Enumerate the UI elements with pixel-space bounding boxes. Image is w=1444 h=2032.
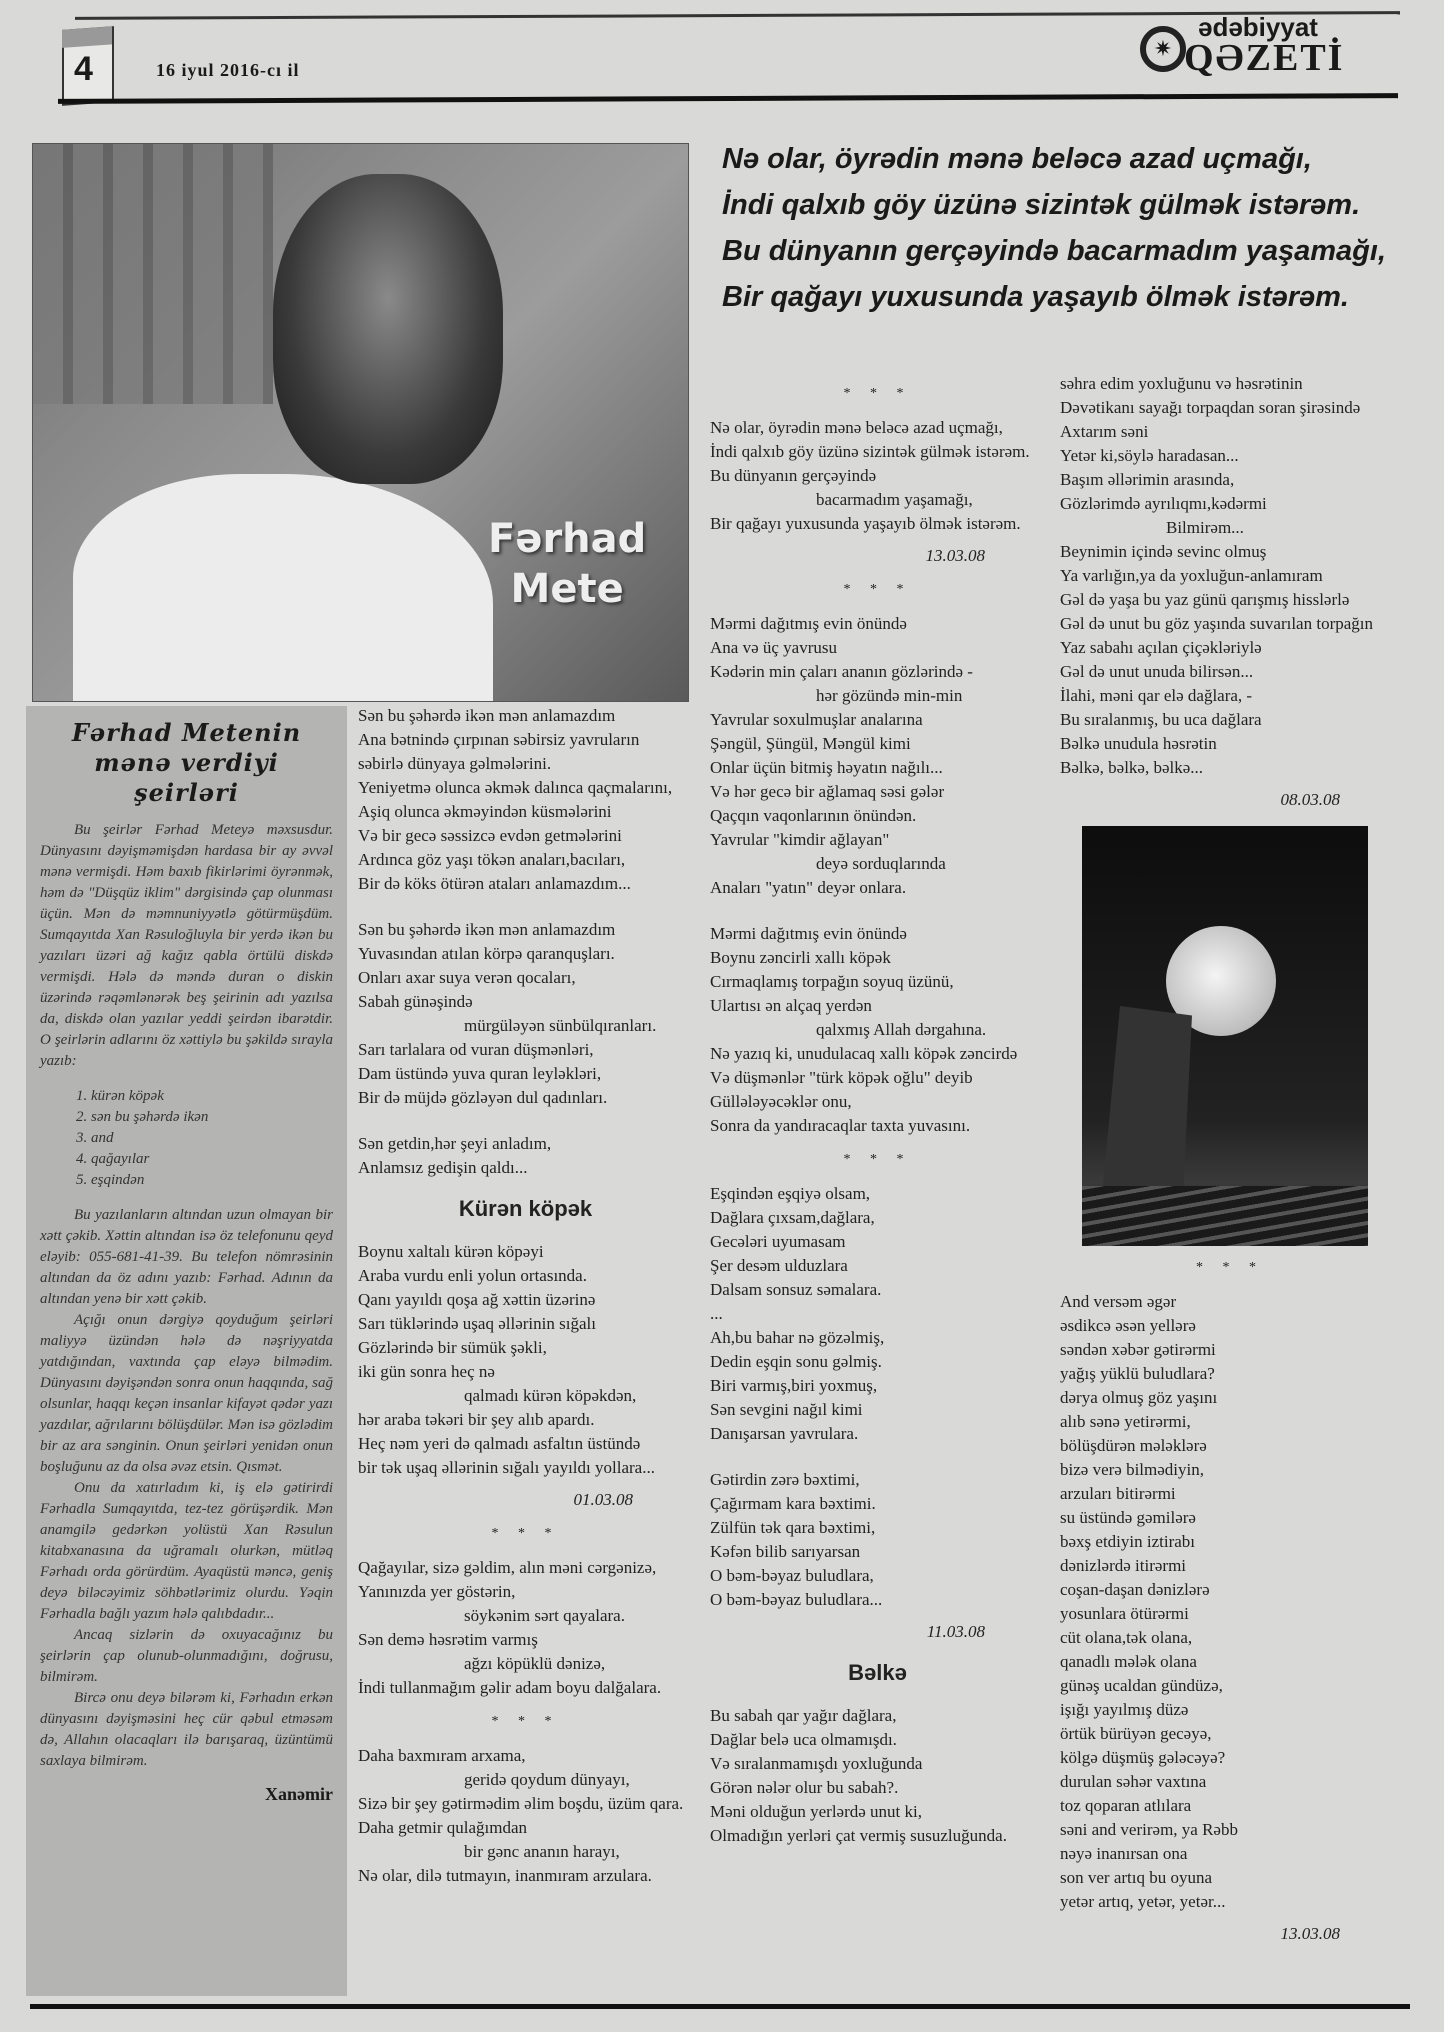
newspaper-logo: [1140, 12, 1360, 82]
poem-line: Bəlkə, bəlkə, bəlkə...: [1060, 758, 1204, 777]
poem-line: səhra edim yoxluğunu və həsrətinin: [1060, 374, 1303, 393]
poem-line: Çağırmam kara bəxtimi.: [710, 1494, 876, 1513]
poem-list-item: 3. and: [76, 1130, 114, 1146]
photo-caption-line1: Fərhad: [488, 516, 647, 562]
poem-line: Güllələyəcəklər onu,: [710, 1092, 852, 1111]
sidebar-paragraph: Onu da xatırladım ki, iş elə gətirirdi Fərhadla Sumqayıtda, tez-tez görüşərdik. Mən anamgilə gedərkən yolüstü Xan Rəsulun kitabxanasına da uğramalı olurkən, mütləq Fərhadı orda görürdüm. Ayaqüstü məncə, geniş deyə biləcəyimiz söhbətlərimiz olurdu. Yəqin Fərhadla bağlı yazım hələ qalıbdadır...: [40, 1480, 333, 1622]
poem-line: Bir qağayı yuxusunda yaşayıb ölmək istərəm.: [710, 514, 1021, 533]
poem-line: yağış yüklü buludlara?: [1060, 1364, 1215, 1383]
poem-line: Ana və üç yavrusu: [710, 638, 837, 657]
poem-list-item: 5. eşqindən: [76, 1172, 145, 1188]
poem-line: dərya olmuş göz yaşını: [1060, 1388, 1218, 1407]
poem-line: Zülfün tək qara bəxtimi,: [710, 1518, 876, 1537]
poem: [710, 612, 1045, 1138]
sidebar-paragraph: Bu yazılanların altından uzun olmayan bir xətt çəkib. Xəttin altından isə öz telefonunu qeyd eləyib: 055-681-41-39. Bu telefon nömrəsinin altından da öz adını yazıb: Fərhad. Adının da altından yenə bir xətt çəkib.: [40, 1207, 333, 1307]
poem-line: Cırmaqlamış torpağın soyuq üzünü,: [710, 972, 954, 991]
poem-line: Dəvətikanı sayağı torpaqdan soran şirəsində: [1060, 398, 1361, 417]
header-rule: [58, 93, 1398, 104]
poem-line: qalxmış Allah dərgahına.: [816, 1020, 987, 1039]
column-4: [1060, 372, 1400, 1954]
poem-line: Daha getmir qulağımdan: [358, 1818, 528, 1837]
poem-line: O bəm-bəyaz buludlara...: [710, 1590, 883, 1609]
stanza-gap: [358, 1110, 693, 1132]
issue-date: 16 iyul 2016-cı il: [156, 60, 300, 80]
poem-line: səni and verirəm, ya Rəbb: [1060, 1820, 1238, 1839]
stanza-gap: [358, 896, 693, 918]
poem-line: Bu sabah qar yağır dağlara,: [710, 1706, 897, 1725]
poem-line: səndən xəbər gətirərmi: [1060, 1340, 1216, 1359]
poem-line: Gəl də unut bu göz yaşında suvarılan torpağın: [1060, 614, 1374, 633]
poem-line: Heç nəm yeri də qalmadı asfaltın üstündə: [358, 1434, 641, 1453]
poem-line: Qanı yayıldı qoşa ağ xəttin üzərinə: [358, 1290, 596, 1309]
poem-line: Beynimin içində sevinc olmuş: [1060, 542, 1267, 561]
poem-line: Yetər ki,söylə haradasan...: [1060, 446, 1239, 465]
poem-line: bölüşdürən mələklərə: [1060, 1436, 1207, 1455]
poem-date: 08.03.08: [1280, 790, 1340, 809]
poem-line: Yanınızda yer göstərin,: [358, 1582, 516, 1601]
poem-line: Araba vurdu enli yolun ortasında.: [358, 1266, 587, 1285]
poem-line: Qağayılar, sizə gəldim, alın məni cərgənizə,: [358, 1558, 657, 1577]
poem-line: Olmadığın yerləri çat vermiş susuzluğunda.: [710, 1826, 1007, 1845]
section-separator: * * *: [843, 386, 912, 401]
poem-line: Gətirdin zərə bəxtimi,: [710, 1470, 860, 1489]
poem: [358, 1744, 693, 1888]
poem-title: Kürən köpək: [458, 1196, 593, 1221]
poem-line: Sən demə həsrətim varmış: [358, 1630, 538, 1649]
poem-line: Eşqindən eşqiyə olsam,: [710, 1184, 871, 1203]
poem-line: Sarı tüklərində uşaq əllərinin sığalı: [358, 1314, 596, 1333]
photo-portrait: [273, 174, 503, 484]
poem-line: Onları axar suya verən qocaları,: [358, 968, 576, 987]
sidebar-title: Fərhad Metenin mənə verdiyi şeirləri: [71, 718, 302, 807]
page-number: 4: [74, 50, 93, 88]
poem-line: bir tək uşaq əllərinin sığalı yayıldı yollara...: [358, 1458, 655, 1477]
poem-line: Dedin eşqin sonu gəlmiş.: [710, 1352, 882, 1371]
stanza-gap: [710, 1446, 1045, 1468]
poem-line: Gözlərimdə ayrılıqmı,kədərmi: [1060, 494, 1267, 513]
poem-line: Ardınca göz yaşı tökən anaları,bacıları,: [358, 850, 626, 869]
poem-line: Anaları "yatın" deyər onlara.: [710, 878, 907, 897]
section-separator: * * *: [491, 1526, 560, 1541]
poem-line: Gecələri uyumasam: [710, 1232, 846, 1251]
section-separator: * * *: [843, 582, 912, 597]
headline-line: Bir qağayı yuxusunda yaşayıb ölmək istərəm.: [722, 281, 1349, 313]
poem-line: Kədərin min çaları ananın gözlərində -: [710, 662, 973, 681]
stormy-sea: [1082, 1186, 1368, 1246]
poem: [358, 1240, 693, 1480]
sidebar-paragraph: Ancaq sizlərin də oxuyacağınız bu şeirlərin çap olunub-olunmadığını, doğrusu, bilmirəm.: [40, 1627, 333, 1685]
poem-line: Bir də müjdə gözləyən dul qadınları.: [358, 1088, 608, 1107]
poem-line: Sən sevgini nağıl kimi: [710, 1400, 863, 1419]
poem-line: Sarı tarlalara od vuran düşmənləri,: [358, 1040, 594, 1059]
poem-line: Bu sıralanmış, bu uca dağlara: [1060, 710, 1262, 729]
poem-line: Başım əllərimin arasında,: [1060, 470, 1235, 489]
poem-line: Boynu zəncirli xallı köpək: [710, 948, 891, 967]
poem: [710, 1704, 1045, 1848]
poem-line: qalmadı kürən köpəkdən,: [464, 1386, 637, 1405]
poem-line: söykənim sərt qayalara.: [464, 1606, 625, 1625]
poem-line: Məni olduğun yerlərdə unut ki,: [710, 1802, 922, 1821]
poem-line: iki gün sonra heç nə: [358, 1362, 495, 1381]
poem-list-item: 2. sən bu şəhərdə ikən: [76, 1109, 209, 1125]
poem-line: Sabah günəşində: [358, 992, 473, 1011]
poem-line: Bu dünyanın gerçəyində: [710, 466, 877, 485]
poem-line: Mərmi dağıtmış evin önündə: [710, 614, 907, 633]
poem-line: Biri varmış,biri yoxmuş,: [710, 1376, 878, 1395]
poem-line: Onlar üçün bitmiş həyatın nağılı...: [710, 758, 943, 777]
poem-line: Sizə bir şey gətirmədim əlim boşdu, üzüm qara.: [358, 1794, 684, 1813]
poem-line: Dam üstündə yuva quran leyləkləri,: [358, 1064, 602, 1083]
poem-line: dənizlərdə itirərmi: [1060, 1556, 1187, 1575]
moon-cliff-illustration: [1082, 826, 1368, 1246]
photo-shirt: [73, 474, 493, 702]
poem-line: hər araba təkəri bir şey alıb apardı.: [358, 1410, 595, 1429]
poem-line: Görən nələr olur bu sabah?.: [710, 1778, 899, 1797]
poem-line: Sən getdin,hər şeyi anladım,: [358, 1134, 552, 1153]
poem-line: Dağlar belə uca olmamışdı.: [710, 1730, 897, 1749]
intro-sidebar: [26, 706, 347, 1996]
poem-line: su üstündə gəmilərə: [1060, 1508, 1196, 1527]
headline-line: Nə olar, öyrədin mənə beləcə azad uçmağı,: [722, 143, 1312, 175]
poem-line: Mərmi dağıtmış evin önündə: [710, 924, 907, 943]
poem-line: Sən bu şəhərdə ikən mən anlamazdım: [358, 706, 616, 725]
poem-line: Bilmirəm...: [1166, 518, 1244, 537]
poem-line: İlahi, məni qar elə dağlara, -: [1060, 686, 1253, 705]
poem-line: Daha baxmıram arxama,: [358, 1746, 526, 1765]
poem-line: Ana bətnində çırpınan səbirsiz yavruların: [358, 730, 640, 749]
poem-line: Və bir gecə səssizcə evdən getmələrini: [358, 826, 622, 845]
stanza-gap: [710, 900, 1045, 922]
poem-line: Şəngül, Şüngül, Məngül kimi: [710, 734, 911, 753]
poem-line: Və düşmənlər "türk köpək oğlu" deyib: [710, 1068, 973, 1087]
poem: [1060, 1290, 1400, 1914]
poem-line: Kəfən bilib sarıyarsan: [710, 1542, 861, 1561]
poem: [1060, 372, 1400, 780]
poem-date: 01.03.08: [573, 1490, 633, 1509]
poem-line: nəyə inanırsan ona: [1060, 1844, 1188, 1863]
poem-line: Ulartısı ən alçaq yerdən: [710, 996, 872, 1015]
poem-line: Ya varlığın,ya da yoxluğun-anlamıram: [1060, 566, 1323, 585]
poem-title: Bəlkə: [848, 1660, 907, 1685]
poem-line: Gəl də unut unuda bilirsən...: [1060, 662, 1254, 681]
poem-list-item: 1. kürən köpək: [76, 1088, 164, 1104]
poem-list-item: 4. qağayılar: [76, 1151, 150, 1167]
poem-line: yetər artıq, yetər, yetər...: [1060, 1892, 1226, 1911]
logo-top-text: ədəbiyyat: [1198, 12, 1318, 42]
poem-line: qanadlı mələk olana: [1060, 1652, 1197, 1671]
poem-line: Gəl də yaşa bu yaz günü qarışmış hisslərlə: [1060, 590, 1350, 609]
poem: [710, 1182, 1045, 1612]
poem-date: 11.03.08: [926, 1622, 985, 1641]
poem-line: bir gənc ananın harayı,: [464, 1842, 620, 1861]
poem-line: Yaz sabahı açılan çiçəkləriylə: [1060, 638, 1262, 657]
poem-line: Sonra da yandıracaqlar taxta yuvasını.: [710, 1116, 971, 1135]
poem-line: örtük bürüyən gecəyə,: [1060, 1724, 1212, 1743]
poem-line: Və hər gecə bir ağlamaq səsi gələr: [710, 782, 945, 801]
headline-line: İndi qalxıb göy üzünə sizintək gülmək istərəm.: [722, 189, 1361, 221]
poem-line: Qaçqın vaqonlarının önündən.: [710, 806, 917, 825]
poem-line: bəxş etdiyin iztirabı: [1060, 1532, 1196, 1551]
column-3: [710, 372, 1045, 1848]
poem-list: [76, 1086, 333, 1191]
cliff-shape: [1102, 1006, 1192, 1196]
section-separator: * * *: [843, 1152, 912, 1167]
poem-line: İndi tullanmağım gəlir adam boyu dalğalara.: [358, 1678, 662, 1697]
poem-line: Şer desəm ulduzlara: [710, 1256, 848, 1275]
sidebar-paragraph: Bircə onu deyə bilərəm ki, Fərhadın erkən dünyasını dəyişməsini heç cür qəbul etməsəm də, Allahın olacaqları ilə barışaraq, üzüntümü saxlaya bilmirəm.: [40, 1690, 333, 1769]
poem-line: bacarmadım yaşamağı,: [816, 490, 973, 509]
poem-line: son ver artıq bu oyuna: [1060, 1868, 1213, 1887]
author-signature: Xanəmir: [265, 1784, 333, 1804]
poem-date: 13.03.08: [1280, 1924, 1340, 1943]
poem-line: İndi qalxıb göy üzünə sizintək gülmək istərəm.: [710, 442, 1030, 461]
photo-background-building: [33, 144, 273, 404]
poem-line: Dalsam sonsuz səmalara.: [710, 1280, 882, 1299]
section-separator: * * *: [1196, 1260, 1264, 1275]
photo-caption-line2: Mete: [510, 566, 624, 612]
sidebar-paragraph: Açığı onun dərgiyə qoyduğum şeirləri maliyyə üzündən hələ də nəşriyyatda yatdığından, vaxtında çap eləyə bilmədim. Dünyasını dəyişəndən sonra onun haqqında, sağ olsunlar, haqqı keçən insanlar kifayət qədər yazı yazdılar, ağrılarını bölüşdülər. Mən isə gözlədim bir az ara sənginin. Onun şeirləri yenidən onun boşluğunu az da olsa əvəz etsin. Qısmət.: [40, 1312, 333, 1475]
poem-line: Nə yazıq ki, unudulacaq xallı köpək zəncirdə: [710, 1044, 1018, 1063]
poem-line: Bəlkə unudula həsrətin: [1060, 734, 1217, 753]
poem-line: And versəm əgər: [1060, 1292, 1177, 1311]
poem-line: O bəm-bəyaz buludlara,: [710, 1566, 874, 1585]
poem-line: yosunlara ötürərmi: [1060, 1604, 1189, 1623]
poem-line: günəş ucaldan gündüzə,: [1060, 1676, 1223, 1695]
poem-line: Axtarım səni: [1060, 422, 1149, 441]
poem: [358, 704, 693, 1180]
poem-line: deyə sorduqlarında: [816, 854, 946, 873]
author-photo: [32, 143, 689, 702]
poem-line: Boynu xaltalı kürən köpəyi: [358, 1242, 544, 1261]
poem-line: Və sıralanmamışdı yoxluğunda: [710, 1754, 923, 1773]
poem-line: səbirlə dünyaya gəlmələrini.: [358, 754, 552, 773]
poem-line: Bir də köks ötürən ataları anlamazdım...: [358, 874, 631, 893]
column-2: [358, 704, 693, 1888]
section-separator: * * *: [491, 1714, 560, 1729]
poem-line: Danışarsan yavrulara.: [710, 1424, 859, 1443]
poem-line: Gözlərində bir sümük şəkli,: [358, 1338, 547, 1357]
poem-line: işığı yayılmış düzə: [1060, 1700, 1189, 1719]
poem-line: coşan-daşan dənizlərə: [1060, 1580, 1210, 1599]
poem-line: Aşiq olunca əkməyindən küsmələrini: [358, 802, 612, 821]
poem-line: əsdikcə əsən yellərə: [1060, 1316, 1196, 1335]
poem-date: 13.03.08: [925, 546, 985, 565]
poem-line: kölgə düşmüş gələcəyə?: [1060, 1748, 1226, 1767]
emblem-icon: ✷: [1140, 26, 1186, 72]
poem: [710, 416, 1045, 536]
poem-line: Ah,bu bahar nə gözəlmiş,: [710, 1328, 885, 1347]
poem-line: durulan səhər vaxtına: [1060, 1772, 1207, 1791]
poem-line: Nə olar, öyrədin mənə beləcə azad uçmağı,: [710, 418, 1003, 437]
photo-caption: [488, 514, 646, 614]
sidebar-paragraph: Bu şeirlər Fərhad Meteyə məxsusdur. Dünyasını dəyişməmişdən hardasa bir ay əvvəl mənə vermişdi. Həm baxıb fikirlərimi öyrənmək, həm də "Düşqüz iklim" dərgisində çap olunması üçün. Mən də məmnuniyyətlə götürmüşdüm. Sumqayıtda Xan Rəsuloğluyla bir yerdə ikən bu yazıları üzəri ağ kağız qabla örtülü diskdə vermişdi. Hələ də məndə duran o diskin üzərində rəqəmlənərək beş şeirinin adı yazılsa da, diskdə olan yazılar yeddi şeirdən ibarətdir. O şeirlərin adlarını öz xəttiylə bu şəkildə sırayla yazıb:: [40, 822, 333, 1069]
poem-line: cüt olana,tək olana,: [1060, 1628, 1193, 1647]
poem-line: arzuları bitirərmi: [1060, 1484, 1176, 1503]
poem-line: hər gözündə min-min: [816, 686, 963, 705]
poem-line: Yuvasından atılan körpə qaranquşları.: [358, 944, 615, 963]
poem-line: mürgüləyən sünbülqıranları.: [464, 1016, 657, 1035]
headline-line: Bu dünyanın gerçəyində bacarmadım yaşamağı,: [722, 235, 1387, 267]
poem-line: bizə verə bilmədiyin,: [1060, 1460, 1204, 1479]
poem-line: toz qoparan atlılara: [1060, 1796, 1192, 1815]
headline-quote: [722, 136, 1412, 320]
poem-line: Yavrular "kimdir ağlayan": [710, 830, 890, 849]
logo-bottom-text: QƏZETİ: [1184, 37, 1345, 79]
poem-line: ağzı köpüklü dənizə,: [464, 1654, 606, 1673]
bottom-rule: [30, 2004, 1410, 2009]
poem-line: geridə qoydum dünyayı,: [464, 1770, 630, 1789]
poem-line: ...: [710, 1304, 723, 1323]
poem-line: Yeniyetmə olunca əkmək dalınca qaçmalarını,: [358, 778, 673, 797]
poem-line: Yavrular soxulmuşlar analarına: [710, 710, 923, 729]
poem-line: Anlamsız gedişin qaldı...: [358, 1158, 528, 1177]
poem: [358, 1556, 693, 1700]
poem-line: Sən bu şəhərdə ikən mən anlamazdım: [358, 920, 616, 939]
poem-line: Nə olar, dilə tutmayın, inanmıram arzulara.: [358, 1866, 652, 1885]
poem-line: Dağlara çıxsam,dağlara,: [710, 1208, 875, 1227]
poem-line: alıb sənə yetirərmi,: [1060, 1412, 1191, 1431]
